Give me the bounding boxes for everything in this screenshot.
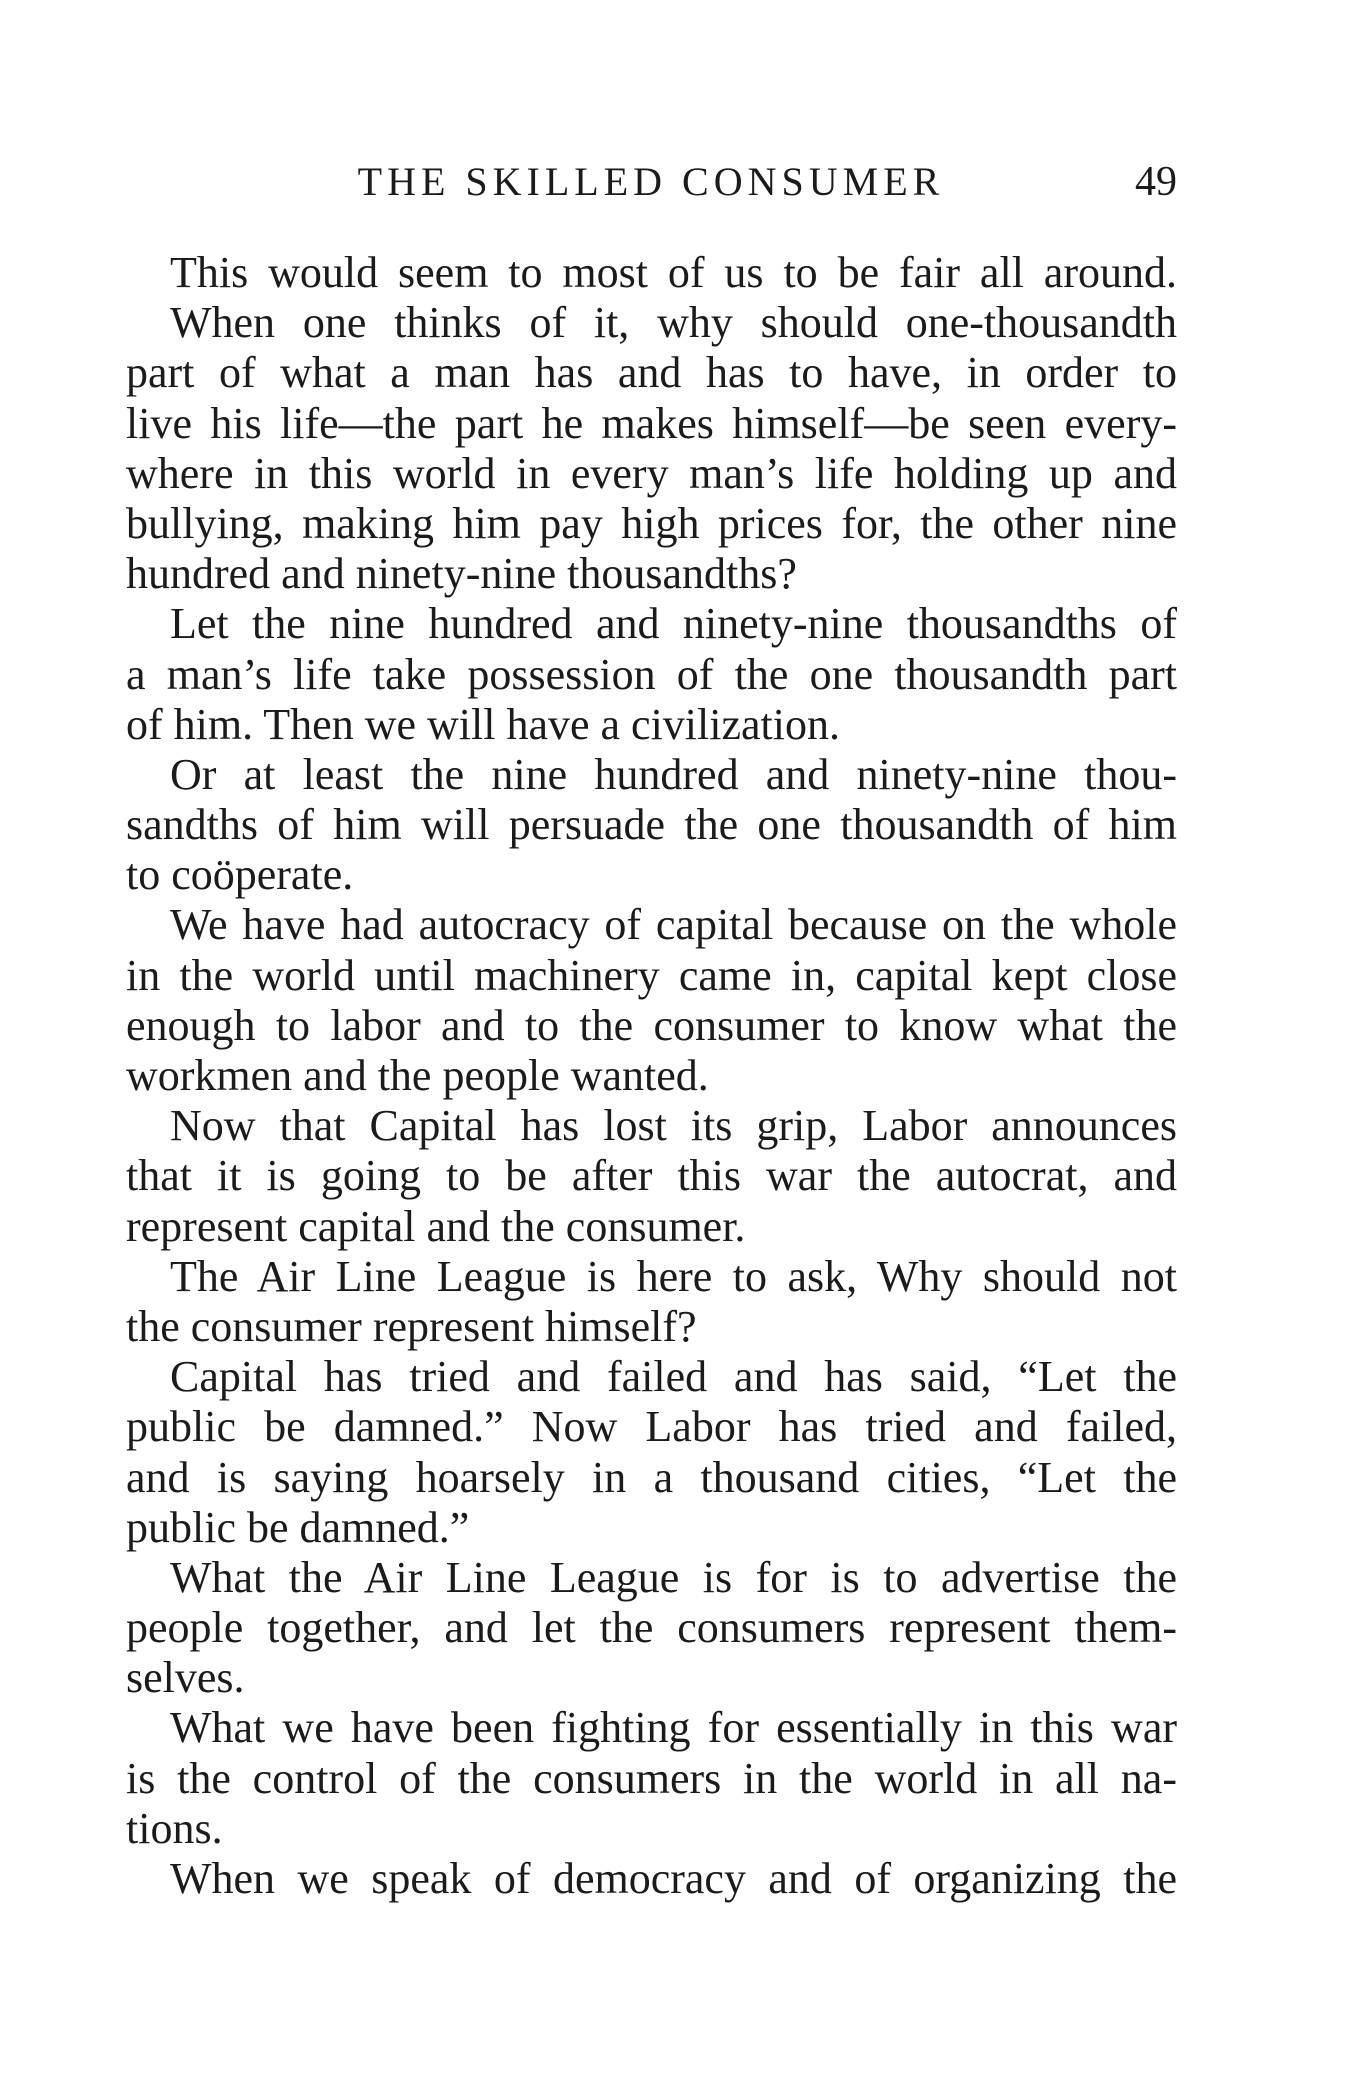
text-line: to coöperate. bbox=[126, 850, 354, 900]
text-line: represent capital and the consumer. bbox=[126, 1201, 746, 1251]
paragraph bbox=[126, 599, 1177, 750]
page-body bbox=[126, 248, 1177, 1904]
paragraph bbox=[126, 900, 1177, 1101]
paragraph bbox=[126, 1703, 1177, 1854]
text-line: When we speak of democracy and of organizing the bbox=[170, 1854, 1177, 1903]
text-line: is the control of the consumers in the world in all na- bbox=[126, 1753, 1177, 1803]
text-line: of him. Then we will have a civilization. bbox=[126, 699, 840, 749]
text-line: tions. bbox=[126, 1803, 223, 1853]
page-number: 49 bbox=[1135, 159, 1177, 205]
paragraph bbox=[126, 1854, 1177, 1904]
text-line: enough to labor and to the consumer to know what the bbox=[126, 1000, 1177, 1050]
text-line: and is saying hoarsely in a thousand cities, “Let the bbox=[126, 1452, 1177, 1502]
text-line: What we have been fighting for essentially in this war bbox=[170, 1703, 1177, 1753]
text-line: people together, and let the consumers represent them- bbox=[126, 1603, 1177, 1653]
text-line: part of what a man has and has to have, in order to bbox=[126, 348, 1177, 398]
text-line: This would seem to most of us to be fair all around. bbox=[170, 248, 1177, 297]
text-line: public be damned.” Now Labor has tried and failed, bbox=[126, 1402, 1177, 1452]
paragraph bbox=[126, 1553, 1177, 1704]
text-line: We have had autocracy of capital because on the whole bbox=[170, 900, 1177, 950]
paragraph bbox=[126, 1101, 1177, 1252]
text-line: Or at least the nine hundred and ninety-nine thou- bbox=[170, 749, 1177, 799]
text-line: selves. bbox=[126, 1653, 245, 1703]
text-line: workmen and the people wanted. bbox=[126, 1051, 709, 1100]
paragraph bbox=[126, 1352, 1177, 1553]
text-line: Now that Capital has lost its grip, Labor announces bbox=[170, 1101, 1177, 1151]
text-line: When one thinks of it, why should one-thousandth bbox=[170, 298, 1177, 348]
text-line: bullying, making him pay high prices for, the other nine bbox=[126, 498, 1177, 548]
text-line: where in this world in every man’s life holding up and bbox=[126, 448, 1177, 498]
paragraph bbox=[126, 298, 1177, 599]
text-line: sandths of him will persuade the one thousandth of him bbox=[126, 800, 1177, 850]
text-line: Capital has tried and failed and has said, “Let the bbox=[170, 1352, 1177, 1402]
text-line: Let the nine hundred and ninety-nine thousandths of bbox=[170, 599, 1177, 649]
text-line: live his life—the part he makes himself—be seen every- bbox=[126, 398, 1177, 448]
running-title: THE SKILLED CONSUMER bbox=[357, 159, 945, 204]
text-line: public be damned.” bbox=[126, 1502, 470, 1552]
text-line: The Air Line League is here to ask, Why should not bbox=[170, 1251, 1177, 1301]
paragraph bbox=[126, 248, 1177, 298]
paragraph bbox=[126, 1252, 1177, 1352]
text-line: What the Air Line League is for is to advertise the bbox=[170, 1552, 1177, 1602]
text-line: the consumer represent himself? bbox=[126, 1301, 697, 1351]
text-line: that it is going to be after this war the autocrat, and bbox=[126, 1151, 1177, 1201]
text-line: a man’s life take possession of the one thousandth part bbox=[126, 649, 1177, 699]
paragraph bbox=[126, 750, 1177, 901]
text-line: in the world until machinery came in, capital kept close bbox=[126, 950, 1177, 1000]
text-line: hundred and ninety-nine thousandths? bbox=[126, 549, 797, 599]
